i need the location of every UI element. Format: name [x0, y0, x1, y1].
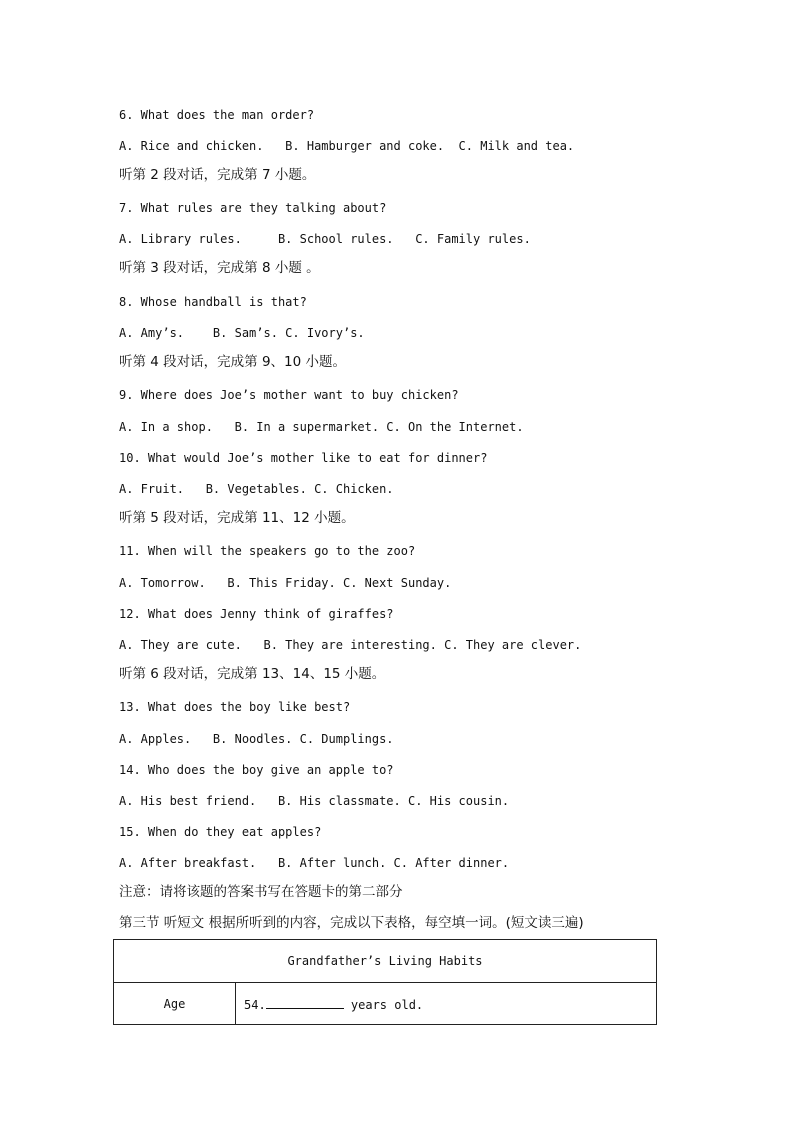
age-answer-cell [236, 983, 657, 1025]
question-13: 13. What does the boy like best? [119, 700, 351, 714]
section-three-heading: 第三节 听短文 根据所听到的内容，完成以下表格，每空填一词。(短文读三遍) [119, 915, 584, 931]
question-10: 10. What would Joe’s mother like to eat for dinner? [119, 451, 488, 465]
question-14: 14. Who does the boy give an apple to? [119, 763, 394, 777]
question-14-options: A. His best friend. B. His classmate. C. His cousin. [119, 794, 510, 808]
question-7-options: A. Library rules. B. School rules. C. Family rules. [119, 232, 531, 246]
section-instruction: 听第 2 段对话，完成第 7 小题。 [119, 167, 316, 183]
table-row [114, 983, 657, 1025]
habits-table [113, 939, 657, 1025]
answer-note: 注意：请将该题的答案书写在答题卡的第二部分 [119, 884, 403, 900]
section-instruction: 听第 5 段对话，完成第 11、12 小题。 [119, 510, 355, 526]
section-instruction: 听第 4 段对话，完成第 9、10 小题。 [119, 354, 347, 370]
question-11: 11. When will the speakers go to the zoo? [119, 544, 416, 558]
question-8: 8. Whose handball is that? [119, 295, 307, 309]
question-13-options: A. Apples. B. Noodles. C. Dumplings. [119, 732, 394, 746]
question-9-options: A. In a shop. B. In a supermarket. C. On the Internet. [119, 420, 524, 434]
blank-number: 54. [244, 997, 266, 1012]
question-15-options: A. After breakfast. B. After lunch. C. After dinner. [119, 856, 510, 870]
question-6-options: A. Rice and chicken. B. Hamburger and coke. C. Milk and tea. [119, 139, 575, 153]
question-12: 12. What does Jenny think of giraffes? [119, 607, 394, 621]
answer-blank[interactable] [266, 996, 344, 1009]
question-15: 15. When do they eat apples? [119, 825, 322, 839]
question-12-options: A. They are cute. B. They are interesting. C. They are clever. [119, 638, 582, 652]
table-row [114, 940, 657, 983]
question-8-options: A. Amy’s. B. Sam’s. C. Ivory’s. [119, 326, 365, 340]
section-instruction: 听第 6 段对话，完成第 13、14、15 小题。 [119, 666, 386, 682]
age-label: Age [114, 983, 236, 1025]
question-11-options: A. Tomorrow. B. This Friday. C. Next Sunday. [119, 576, 452, 590]
question-9: 9. Where does Joe’s mother want to buy chicken? [119, 388, 459, 402]
section-instruction: 听第 3 段对话，完成第 8 小题 。 [119, 260, 320, 276]
question-6: 6. What does the man order? [119, 108, 315, 122]
question-10-options: A. Fruit. B. Vegetables. C. Chicken. [119, 482, 394, 496]
blank-suffix: years old. [343, 997, 424, 1012]
table-title: Grandfather’s Living Habits [114, 940, 657, 983]
question-7: 7. What rules are they talking about? [119, 201, 387, 215]
